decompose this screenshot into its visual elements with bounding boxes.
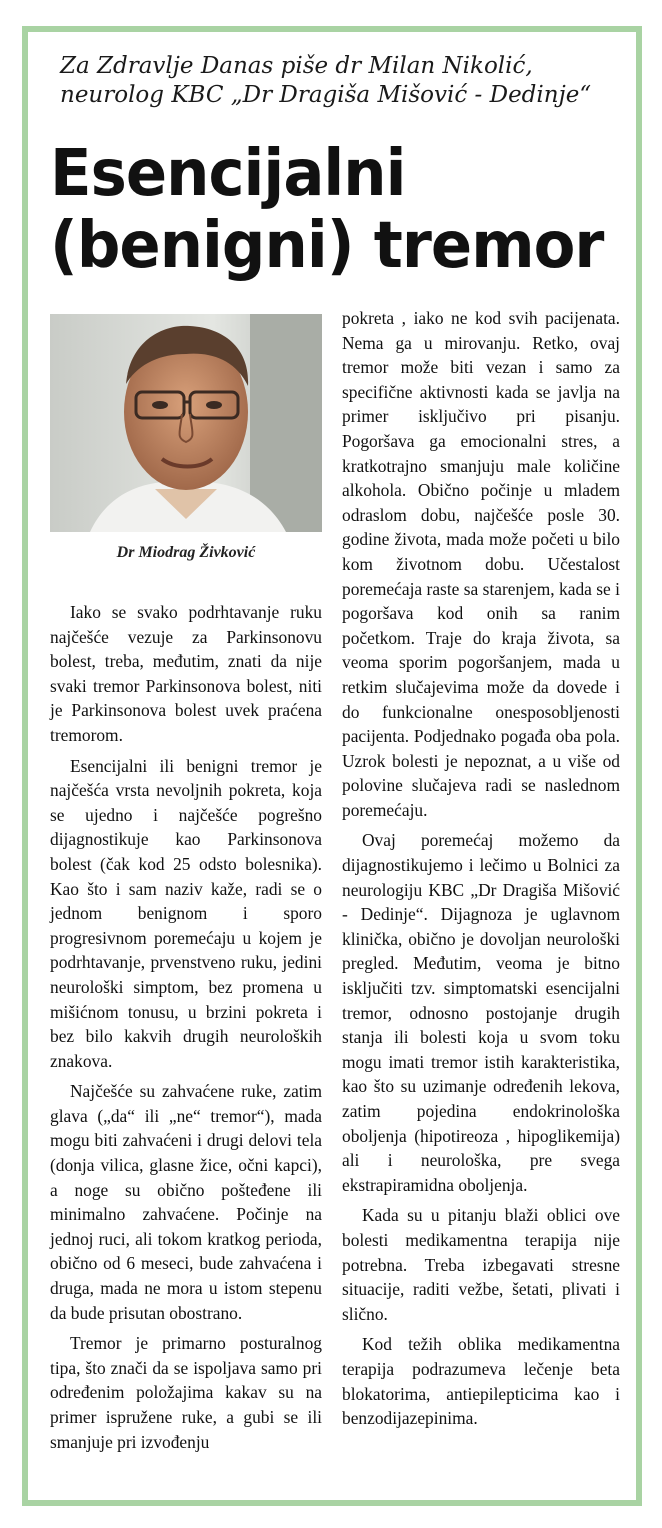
paragraph: Tremor je primarno posturalnog tipa, što znači da se ispoljava samo pri određenim položajima kakav su na primer ispružene ruke, a gubi se ili smanjuje pri izvođenju — [50, 1333, 322, 1452]
paragraph: Najčešće su zahvaćene ruke, zatim glava („da“ ili „ne“ tremor“), mada mogu biti zahvaćeni i drugi delovi tela (donja vilica, glasne žice, očni kapci), a noge su obično pošteđene ili minimalno zahvaćene. Počinje na jednoj ruci, ali tokom kratkog perioda, obično od 6 meseci, bude zahvaćena i druga, mada ne mora u istom stepenu da bude prisutan obostrano. — [50, 1081, 322, 1323]
paragraph: Esencijalni ili benigni tremor je najčešća vrsta nevoljnih pokreta, koja se ujedno i najčešće pogrešno dijagnostikuje kao Parkinsonova bolest (čak kod 25 odsto bolesnika). Kao što i sam naziv kaže, radi se o jednom benignom i sporo progresivnom poremećaju u kojem je podrhtavanje, prvenstveno ruku, jedini neurološki simptom, bez promena u mišićnom tonusu, u brzini pokreta i bez bilo kakvih drugih neuroloških znakova. — [50, 755, 322, 1071]
paragraph: Ovaj poremećaj možemo da dijagnostikujemo i lečimo u Bolnici za neurologiju KBC „Dr Dragiša Mišović - Dedinje“. Dijagnoza je uglavnom klinička, obično je dovoljan neurološki pregled. Međutim, veoma je bitno isključiti tzv. simptomatski esencijalni tremor, odnosno postojanje drugih stanja ili bolesti koja u svom toku mogu imati tremor istih karakteristika, kao što su uzimanje određenih lekova, zatim pojedina endokrinološka oboljenja (hipotireoza , hipoglikemija) ali i neurološka, pre svega ekstrapiramidna oboljenja. — [342, 830, 620, 1195]
article-column-left — [50, 600, 322, 1460]
portrait-illustration — [50, 314, 322, 532]
photo-caption: Dr Miodrag Živković — [116, 544, 256, 561]
paragraph: pokreta , iako ne kod svih pacijenata. Nema ga u mirovanju. Retko, ovaj tremor može biti vezan i samo za specifične aktivnosti kada se javlja na primer isključivo pri pisanju. Pogoršava ga emocionalni stres, a kratkotrajno smanjuju male količine alkohola. Obično počinje u mladem odraslom dobu, najčešće posle 30. godine života, mada može početi u bilo kom životnom dobu. Učestalost poremećaja raste sa starenjem, kada se i pogoršava kod onih sa ranim početkom. Traje do kraja života, sa veoma sporim pogoršanjem, mada u retkim slučajevima može da dovede i do funkcionalne onesposobljenosti pacijenta. Podjednako pogađa oba pola. Uzrok bolesti je nepoznat, a u više od polovine slučajeva radi se naslednom poremećaju. — [342, 308, 620, 820]
byline-line-1: Za Zdravlje Danas piše dr Milan Nikolić, — [60, 53, 533, 79]
paragraph: Kada su u pitanju blaži oblici ove bolesti medikamentna terapija nije potrebna. Treba izbegavati stresne situacije, raditi vežbe, šetati, plivati i slično. — [342, 1205, 620, 1324]
paragraph: Kod težih oblika medikamentna terapija podrazumeva lečenje beta blokatorima, antiepilepticima kao i benzodijazepinima. — [342, 1334, 620, 1429]
title-line-2: (benigni) tremor — [50, 209, 604, 283]
byline-line-2: neurolog KBC „Dr Dragiša Mišović - Dedinje“ — [60, 82, 592, 108]
article-title — [50, 138, 611, 282]
author-photo — [50, 314, 322, 532]
title-line-1: Esencijalni — [50, 137, 406, 211]
byline — [60, 52, 640, 110]
article-column-right — [342, 306, 620, 1437]
paragraph: Iako se svako podrhtavanje ruku najčešće vezuje za Parkinsonovu bolest, treba, međutim, znati da nije svaki tremor Parkinsonova bolest, niti je Parkinsonova bolest uvek praćena tremorom. — [50, 602, 322, 745]
